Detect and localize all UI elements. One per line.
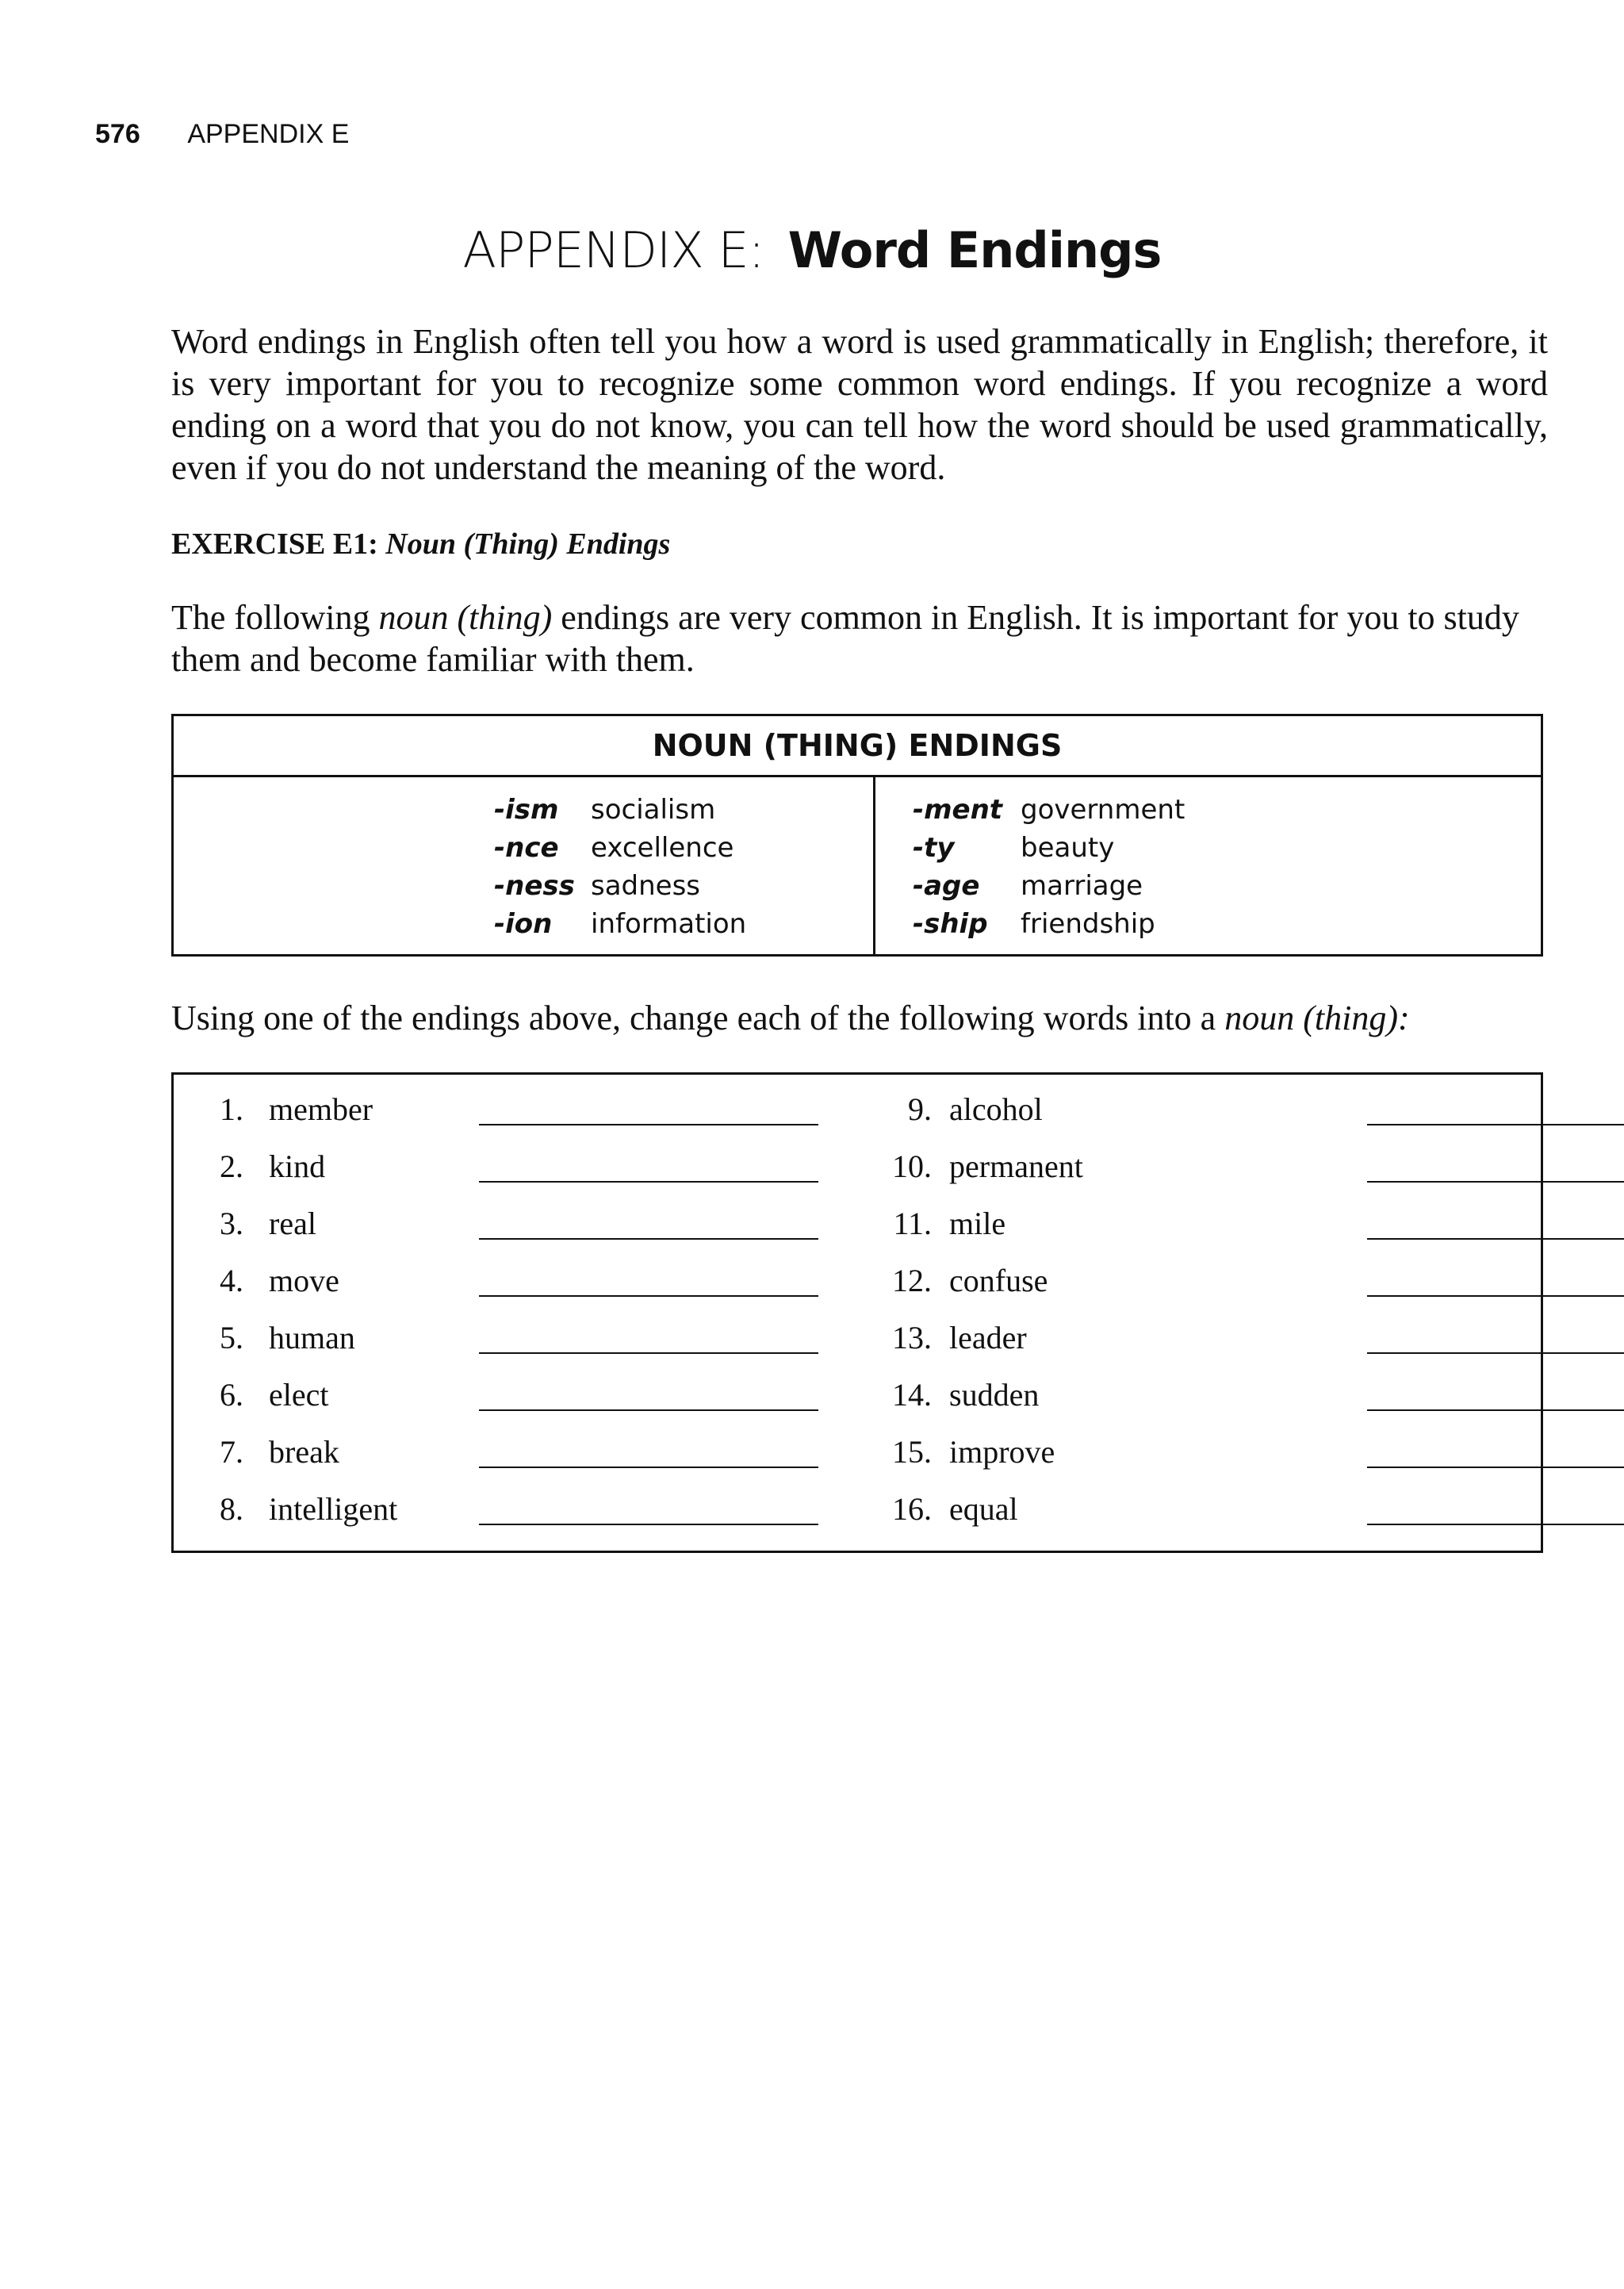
ending-suffix: -ship — [913, 908, 988, 940]
ending-example: information — [591, 908, 747, 940]
item-word: mile — [949, 1206, 1006, 1241]
endings-right-column — [913, 791, 1185, 943]
exercise-items-box — [171, 1072, 1543, 1553]
answer-blank[interactable] — [1367, 1295, 1624, 1297]
task-prompt-before: Using one of the endings above, change each of the following words into a — [171, 999, 1225, 1037]
answer-blank[interactable] — [1367, 1409, 1624, 1411]
answer-blank[interactable] — [1367, 1352, 1624, 1354]
item-word: intelligent — [269, 1491, 398, 1527]
item-word: real — [269, 1206, 316, 1241]
item-number: 5. — [220, 1320, 243, 1355]
ending-suffix: -ty — [913, 832, 955, 864]
exercise-item — [871, 1262, 1538, 1319]
ending-suffix: -nce — [494, 832, 559, 864]
ending-suffix: -ment — [913, 794, 1003, 826]
item-word: improve — [949, 1434, 1055, 1470]
title-main: Word Endings — [787, 221, 1162, 279]
item-number: 4. — [220, 1263, 243, 1298]
title-prefix: APPENDIX E: — [462, 221, 764, 279]
intro-paragraph: Word endings in English often tell you how a word is used grammatically in English; therefore, it is very important for you to recognize some common word endings. If you recognize a word ending on a word that you do not know, you can tell how the word should be used grammatically, even if you do not understand the meaning of the word. — [171, 322, 1548, 487]
item-number: 9. — [908, 1091, 932, 1127]
item-word: human — [269, 1320, 355, 1355]
item-word: elect — [269, 1377, 329, 1413]
exercise-item — [871, 1376, 1538, 1433]
item-word: member — [269, 1091, 373, 1127]
exercise-item — [871, 1433, 1538, 1490]
item-word: permanent — [949, 1148, 1083, 1184]
instruction-after: endings are very common in English. It is important for you to study them and become familiar with them. — [171, 598, 1519, 679]
ending-row — [913, 867, 1185, 905]
column-divider — [873, 775, 875, 954]
item-word: alcohol — [949, 1091, 1043, 1127]
item-word: equal — [949, 1491, 1018, 1527]
answer-blank[interactable] — [1367, 1124, 1624, 1125]
item-number: 6. — [220, 1377, 243, 1413]
exercise-heading — [171, 527, 670, 562]
task-prompt — [171, 998, 1410, 1038]
answer-blank[interactable] — [479, 1467, 818, 1468]
exercise-item — [871, 1319, 1538, 1376]
running-header — [95, 119, 349, 150]
item-number: 1. — [220, 1091, 243, 1127]
ending-example: friendship — [1021, 908, 1155, 940]
endings-left-column — [494, 791, 746, 943]
endings-table — [171, 714, 1543, 957]
ending-row — [494, 829, 746, 867]
item-word: confuse — [949, 1263, 1048, 1298]
ending-row — [494, 905, 746, 943]
item-number: 15. — [892, 1434, 932, 1470]
answer-blank[interactable] — [1367, 1181, 1624, 1183]
item-word: move — [269, 1263, 339, 1298]
endings-table-title: NOUN (THING) ENDINGS — [174, 716, 1541, 777]
page-number: 576 — [95, 119, 140, 149]
answer-blank[interactable] — [479, 1181, 818, 1183]
exercise-item — [174, 1091, 840, 1148]
ending-suffix: -ness — [494, 870, 575, 902]
exercise-item — [174, 1490, 840, 1547]
answer-blank[interactable] — [479, 1352, 818, 1354]
ending-row — [494, 867, 746, 905]
exercise-item — [174, 1433, 840, 1490]
exercise-item — [174, 1262, 840, 1319]
item-word: kind — [269, 1148, 326, 1184]
answer-blank[interactable] — [1367, 1238, 1624, 1240]
ending-example: socialism — [591, 794, 716, 826]
answer-blank[interactable] — [479, 1295, 818, 1297]
answer-blank[interactable] — [479, 1409, 818, 1411]
page-title — [0, 221, 1624, 279]
exercise-item — [174, 1205, 840, 1262]
item-number: 11. — [893, 1206, 932, 1241]
instruction-italic: noun (thing) — [378, 598, 553, 637]
answer-blank[interactable] — [479, 1524, 818, 1525]
exercise-item — [871, 1205, 1538, 1262]
item-number: 10. — [892, 1148, 932, 1184]
answer-blank[interactable] — [479, 1238, 818, 1240]
ending-row — [494, 791, 746, 829]
item-word: leader — [949, 1320, 1027, 1355]
exercise-name: Noun (Thing) Endings — [385, 527, 671, 561]
item-number: 3. — [220, 1206, 243, 1241]
exercise-item — [871, 1091, 1538, 1148]
ending-row — [913, 905, 1185, 943]
item-word: break — [269, 1434, 339, 1470]
item-number: 2. — [220, 1148, 243, 1184]
ending-example: beauty — [1021, 832, 1115, 864]
exercise-item — [174, 1319, 840, 1376]
answer-blank[interactable] — [479, 1124, 818, 1125]
answer-blank[interactable] — [1367, 1467, 1624, 1468]
item-number: 13. — [892, 1320, 932, 1355]
running-header-section: APPENDIX E — [187, 119, 350, 149]
ending-example: excellence — [591, 832, 734, 864]
ending-suffix: -ion — [494, 908, 553, 940]
answer-blank[interactable] — [1367, 1524, 1624, 1525]
ending-suffix: -ism — [494, 794, 559, 826]
item-number: 12. — [892, 1263, 932, 1298]
exercise-item — [871, 1490, 1538, 1547]
instruction-before: The following — [171, 598, 379, 637]
task-prompt-italic: noun (thing): — [1224, 999, 1410, 1037]
item-number: 8. — [220, 1491, 243, 1527]
ending-row — [913, 791, 1185, 829]
ending-example: marriage — [1021, 870, 1143, 902]
exercise-label: EXERCISE E1: — [171, 527, 378, 561]
ending-example: sadness — [591, 870, 701, 902]
ending-suffix: -age — [913, 870, 980, 902]
exercise-item — [174, 1148, 840, 1205]
item-word: sudden — [949, 1377, 1040, 1413]
item-number: 16. — [892, 1491, 932, 1527]
exercise-item — [174, 1376, 840, 1433]
exercise-item — [871, 1148, 1538, 1205]
ending-example: government — [1021, 794, 1185, 826]
ending-row — [913, 829, 1185, 867]
instruction-paragraph — [171, 596, 1548, 681]
item-number: 14. — [892, 1377, 932, 1413]
item-number: 7. — [220, 1434, 243, 1470]
